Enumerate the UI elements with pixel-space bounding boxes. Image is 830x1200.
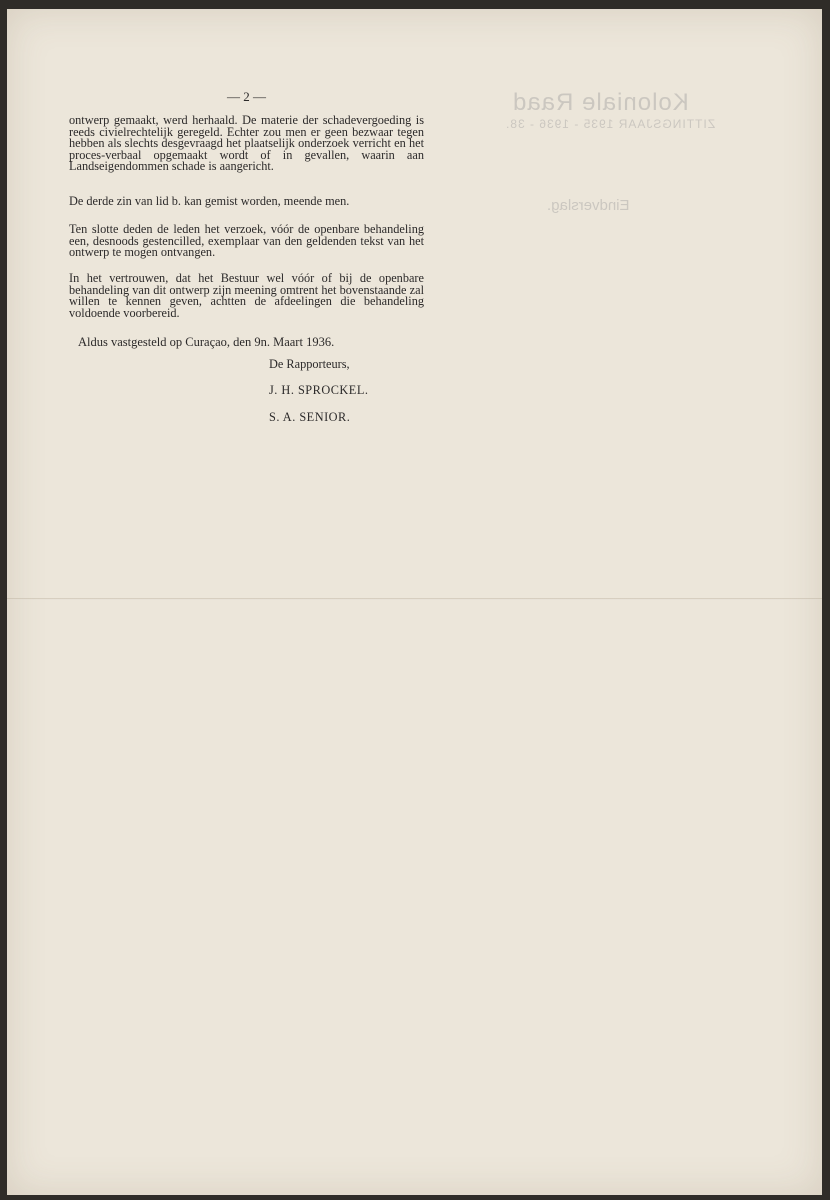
paragraph-1: ontwerp gemaakt, werd herhaald. De materie der schadevergoeding is reeds civielrechtelijk geregeld. Echter zou men er geen bezwaar tegen hebben als slechts desgevraagd het plaatselijk onderzoek verricht en het proces-verbaal opgemaakt wordt of in gevallen, waarin aan Landseigendommen schade is aangericht.: [69, 113, 424, 174]
paragraph-3: Ten slotte deden de leden het verzoek, vóór de openbare behandeling een, desnoods gestencilled, exemplaar van den geldenden tekst van het ontwerp te mogen ontvangen.: [69, 222, 424, 260]
closing-line: Aldus vastgesteld op Curaçao, den 9n. Maart 1936.: [78, 335, 335, 349]
signature-name-1: J. H. SPROCKEL.: [269, 383, 369, 397]
signature-heading: De Rapporteurs,: [269, 357, 350, 371]
document-page: [7, 9, 822, 1195]
paragraph-2: De derde zin van lid b. kan gemist worden, meende men.: [69, 194, 350, 208]
bleed-through-subheading: ZITTINGSJAAR 1935 - 1936 - 38.: [505, 117, 716, 131]
paragraph-4: In het vertrouwen, dat het Bestuur wel vóór of bij de openbare behandeling van dit ontwerp zijn meening omtrent het bovenstaande zal willen te kennen geven, achtten de afdeelingen die behandeling voldoende voorbereid.: [69, 271, 424, 320]
bleed-through-title: Eindverslag.: [547, 197, 630, 214]
page-number: — 2 —: [227, 89, 266, 104]
bleed-through-heading: Koloniale Raad: [512, 89, 689, 116]
paper-fold: [7, 598, 822, 600]
signature-name-2: S. A. SENIOR.: [269, 410, 351, 424]
